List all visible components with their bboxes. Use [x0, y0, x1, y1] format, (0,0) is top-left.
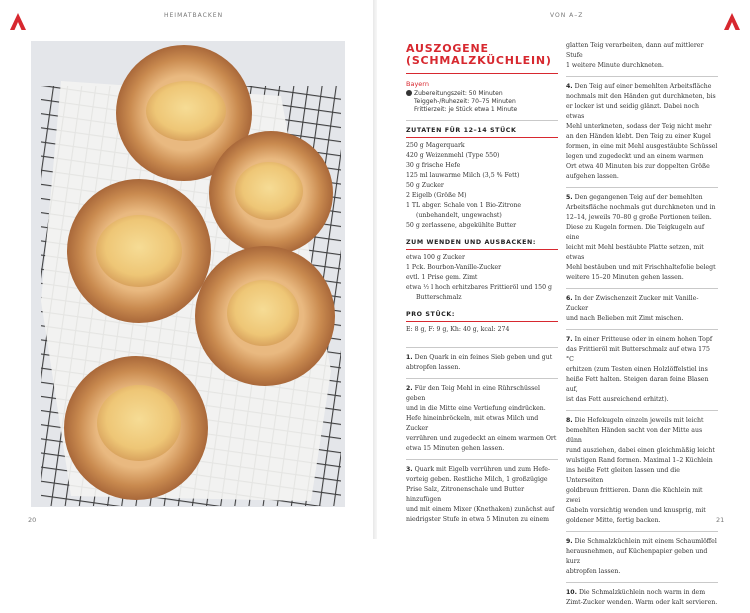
frying-item: Butterschmalz [416, 294, 462, 301]
step-text: Ort etwa 40 Minuten bis zur doppelten Größe [566, 163, 710, 170]
step-text: leicht mit Mehl bestäubte Platte setzen, mit etwas [566, 244, 704, 261]
clock-icon [406, 90, 412, 96]
step-number: 10. [566, 589, 577, 596]
step-item [406, 348, 558, 378]
steps-list-col1 [406, 347, 558, 530]
step-item [406, 378, 558, 459]
recipe-column-2 [566, 41, 718, 613]
step-text: herausnehmen, auf Küchenpapier geben und kurz [566, 548, 708, 565]
step-text: er locker ist und seidig glänzt. Dabei noch etwas [566, 103, 699, 120]
ingredients-heading: ZUTATEN FÜR 12–14 STÜCK [406, 127, 558, 138]
step-text: vorteig geben. Restliche Milch, 1 großzügige [406, 476, 548, 483]
step-text: nochmals mit den Händen gut durchkneten, bis [566, 93, 716, 100]
page-number-left: 20 [28, 516, 37, 524]
step-text: und in die Mitte eine Vertiefung eindrücken. [406, 405, 546, 412]
running-header-right: VON A–Z [550, 12, 584, 19]
step-text: Die Schmalzküchlein mit einem Schaumlöffel [574, 538, 717, 545]
step-text: In der Zwischenzeit Zucker mit Vanille-Zucker [566, 295, 699, 312]
step-item [566, 288, 718, 329]
step-text: glatten Teig verarbeiten, dann auf mittlerer Stufe [566, 42, 704, 59]
recipe-column-1 [406, 43, 558, 530]
fry-time: Frittierzeit: je Stück etwa 1 Minute [414, 106, 518, 113]
step-number: 5. [566, 194, 573, 201]
ingredient-item: 125 ml lauwarme Milch (3,5 % Fett) [406, 172, 520, 179]
recipe-title-line1: AUSZOGENE [406, 42, 489, 55]
step-text: wulstigen Rand formen. Maximal 1–2 Küchlein [566, 457, 713, 464]
step-text: Mehl unterkneten, sodass der Teig nicht mehr [566, 123, 712, 130]
step-text: bemehlten Händen sacht von der Mitte aus dünn [566, 427, 703, 444]
frying-list [406, 253, 558, 303]
step-text: weitere 15–20 Minuten gehen lassen. [566, 274, 684, 281]
running-header-left: HEIMATBACKEN [164, 12, 224, 19]
ingredient-item: 30 g frische Hefe [406, 162, 461, 169]
frying-heading: ZUM WENDEN UND AUSBACKEN: [406, 239, 558, 250]
recipe-photo [31, 41, 345, 507]
step-text: formen, in eine mit Mehl ausgestäubte Schüssel [566, 143, 718, 150]
step-text: Den Quark in ein feines Sieb geben und gut [414, 354, 553, 361]
step-number: 3. [406, 466, 413, 473]
nutrition-section [406, 311, 558, 335]
step-number: 4. [566, 83, 573, 90]
step-number: 1. [406, 354, 413, 361]
step-text: niedrigster Stufe in etwa 5 Minuten zu einem [406, 516, 550, 523]
frying-item: evtl. 1 Prise gem. Zimt [406, 274, 478, 281]
prep-time: Zubereitungszeit: 50 Minuten [414, 90, 503, 97]
nutrition-values: E: 8 g, F: 9 g, Kh: 40 g, kcal: 274 [406, 326, 510, 333]
step-text: Die Hefekugeln einzeln jeweils mit leicht [574, 417, 704, 424]
step-text: Für den Teig Mehl in eine Rührschüssel geben [406, 385, 540, 402]
frying-item: etwa 100 g Zucker [406, 254, 465, 261]
pastry-4 [195, 246, 335, 386]
frying-item: 1 Pck. Bourbon-Vanille-Zucker [406, 264, 502, 271]
step-number: 9. [566, 538, 573, 545]
step-text: rund ausziehen, dabei einen gleichmäßig leicht [566, 447, 715, 454]
step-text: Mehl bestäuben und mit Frischhaltefolie belegt [566, 264, 716, 271]
per-piece-heading: PRO STÜCK: [406, 311, 558, 322]
step-text: verrühren und zugedeckt an einem warmen Ort [406, 435, 557, 442]
step-text: aufgehen lassen. [566, 173, 619, 180]
ingredient-item: 1 TL abger. Schale von 1 Bio-Zitrone [406, 202, 522, 209]
recipe-title [406, 43, 558, 67]
ingredient-item: 50 g Zucker [406, 182, 444, 189]
step-item [566, 410, 718, 531]
step-text: 1 weitere Minute durchkneten. [566, 62, 664, 69]
step-continuation [566, 41, 718, 76]
ingredient-item: (unbehandelt, ungewachst) [416, 212, 502, 219]
step-text: abtropfen lassen. [406, 364, 461, 371]
step-text: Quark mit Eigelb verrühren und zum Hefe- [414, 466, 551, 473]
rest-time: Teiggeh-/Ruhezeit: 70–75 Minuten [414, 98, 516, 105]
step-text: 12–14, jeweils 70–80 g große Portionen teilen. [566, 214, 712, 221]
step-text: ist das Fett ausreichend erhitzt). [566, 396, 669, 403]
ingredients-section [406, 127, 558, 231]
step-item [566, 187, 718, 288]
page-number-right: 21 [716, 516, 725, 524]
ingredients-list [406, 141, 558, 231]
step-item [406, 459, 558, 530]
step-text: Den Teig auf einer bemehlten Arbeitsfläche [574, 83, 712, 90]
frying-item: etwa ½ l hoch erhitzbares Frittieröl und 150 g [406, 284, 552, 291]
publisher-logo-icon [724, 13, 740, 30]
step-text: Hefe hineinbröckeln, mit etwas Milch und Zucker [406, 415, 539, 432]
ingredient-item: 2 Eigelb (Größe M) [406, 192, 467, 199]
meta-divider [406, 120, 558, 121]
step-text: an den Händen klebt. Den Teig zu einer Kugel [566, 133, 711, 140]
step-text: goldbraun frittieren. Dann die Küchlein mit zwei [566, 487, 703, 504]
ingredient-item: 50 g zerlassene, abgekühlte Butter [406, 222, 517, 229]
step-text: erhitzen (zum Testen einen Holzlöffelstiel ins [566, 366, 708, 373]
step-text: Prise Salz, Zitronenschale und Butter hinzufügen [406, 486, 525, 503]
step-text: Zimt-Zucker wenden. Warm oder kalt servieren. [566, 599, 718, 606]
step-number: 6. [566, 295, 573, 302]
step-text: In einer Fritteuse oder in einem hohen Topf [574, 336, 713, 343]
frying-section [406, 239, 558, 303]
step-text: abtropfen lassen. [566, 568, 621, 575]
step-number: 2. [406, 385, 413, 392]
ingredient-item: 420 g Weizenmehl (Type 550) [406, 152, 500, 159]
recipe-region: Bayern [406, 80, 429, 88]
recipe-times [406, 90, 558, 114]
step-text: goldener Mitte, fertig backen. [566, 517, 661, 524]
title-divider [406, 73, 558, 74]
publisher-logo-icon [10, 13, 26, 30]
step-text: Die Schmalzküchlein noch warm in dem [578, 589, 706, 596]
step-text: und mit einem Mixer (Knethaken) zunächst auf [406, 506, 555, 513]
step-text: heiße Fett halten. Steigen daran feine Blasen auf, [566, 376, 709, 393]
step-text: ins heiße Fett gleiten lassen und die Unterseiten [566, 467, 680, 484]
step-item [566, 582, 718, 613]
step-text: Den gegangenen Teig auf der bemehlten [574, 194, 703, 201]
step-text: Gabeln vorsichtig wenden und knusprig, mit [566, 507, 706, 514]
step-text: Arbeitsfläche nochmals gut durchkneten und in [566, 204, 716, 211]
step-text: legen und zugedeckt und an einem warmen [566, 153, 704, 160]
step-number: 7. [566, 336, 573, 343]
step-item [566, 76, 718, 187]
recipe-title-line2: (SCHMALZKÜCHLEIN) [406, 54, 552, 67]
step-text: etwa 15 Minuten gehen lassen. [406, 445, 505, 452]
pastry-2 [209, 131, 333, 255]
ingredient-item: 250 g Magerquark [406, 142, 465, 149]
step-number: 8. [566, 417, 573, 424]
pastry-5 [64, 356, 208, 500]
step-text: das Frittieröl mit Butterschmalz auf etwa 175 °C [566, 346, 710, 363]
step-text: Diese zu Kugeln formen. Die Teigkugeln auf eine [566, 224, 705, 241]
step-text: und nach Belieben mit Zimt mischen. [566, 315, 684, 322]
step-item [566, 329, 718, 410]
pastry-3 [67, 179, 211, 323]
